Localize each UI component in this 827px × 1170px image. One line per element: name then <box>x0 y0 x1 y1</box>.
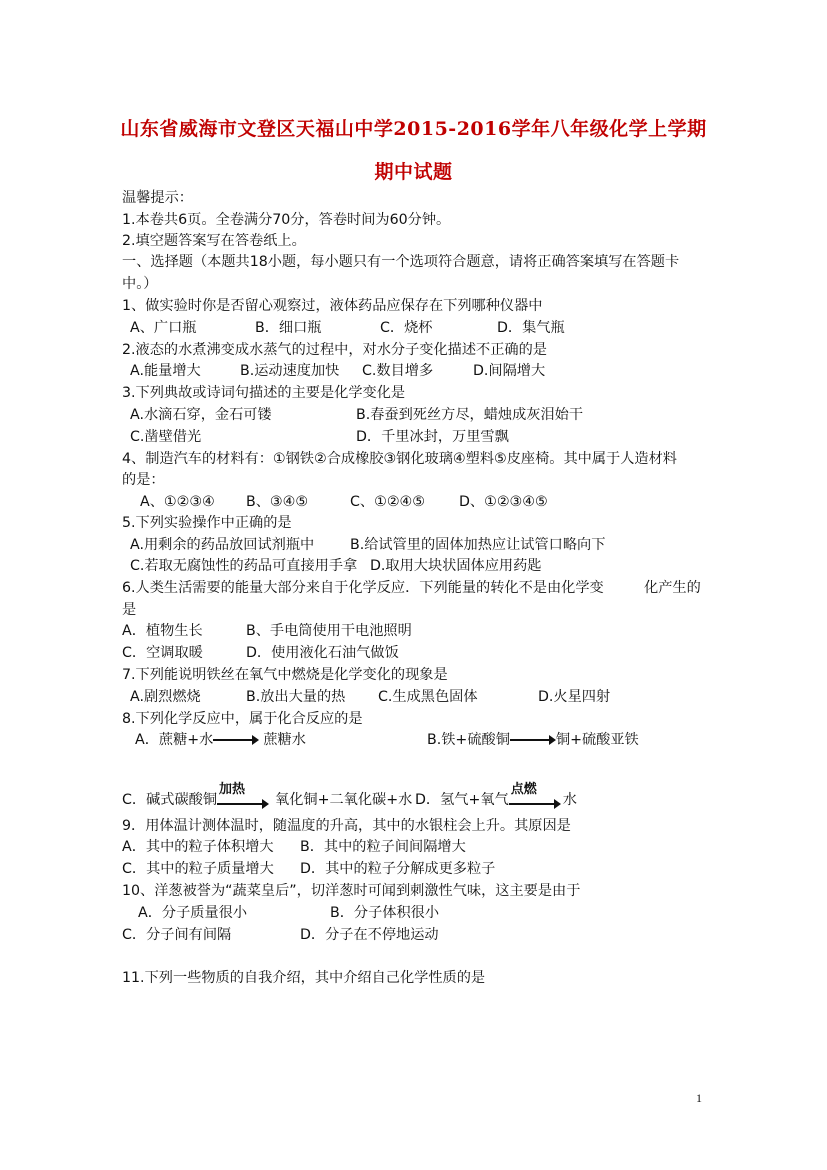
ignition-arrow-icon <box>509 782 561 810</box>
question-9-option-a: A．其中的粒子体积增大 <box>122 839 274 855</box>
question-3-option-d: D．千里冰封，万里雪飘 <box>356 429 509 445</box>
question-8-option-d <box>415 782 577 810</box>
question-8-option-a <box>135 730 306 750</box>
question-7-option-c: C.生成黑色固体 <box>378 689 478 705</box>
option-a-product: 蔗糖水 <box>263 732 306 748</box>
question-2-option-b: B.运动速度加快 <box>240 363 340 379</box>
question-8-option-c <box>122 782 413 810</box>
question-7-option-b: B.放出大量的热 <box>246 689 346 705</box>
question-9-stem: 9．用体温计测体温时，随温度的升高，其中的水银柱会上升。其原因是 <box>122 818 571 834</box>
question-7-option-a: A.剧烈燃烧 <box>130 689 201 705</box>
tip-1: 1.本卷共6页。全卷满分70分，答卷时间为60分钟。 <box>122 212 451 228</box>
question-9-option-d: D．其中的粒子分解成更多粒子 <box>300 861 496 877</box>
question-4-option-d: D、①②③④⑤ <box>459 494 548 510</box>
question-10-option-d: D．分子在不停地运动 <box>300 927 439 943</box>
condition-ignition: 点燃 <box>510 782 537 797</box>
question-3-stem: 3.下列典故或诗词句描述的主要是化学变化是 <box>122 385 406 401</box>
question-5-option-d: D.取用大块状固体应用药匙 <box>370 558 542 574</box>
question-1-stem: 1、做实验时你是否留心观察过，液体药品应保存在下列哪种仪器中 <box>122 298 543 314</box>
question-6-stem-cont: 是 <box>122 602 137 618</box>
question-10-stem: 10、洋葱被誉为“蔬菜皇后”，切洋葱时可闻到刺激性气味，这主要是由于 <box>122 883 581 899</box>
question-2-stem: 2.液态的水煮沸变成水蒸气的过程中，对水分子变化描述不正确的是 <box>122 342 547 358</box>
option-c-reactant: C．碱式碳酸铜 <box>122 792 218 808</box>
tip-2: 2.填空题答案写在答卷纸上。 <box>122 233 306 249</box>
question-9-option-b: B．其中的粒子间间隔增大 <box>300 839 466 855</box>
page-number: 1 <box>696 1091 702 1105</box>
question-5-stem: 5.下列实验操作中正确的是 <box>122 515 292 531</box>
question-11-stem: 11.下列一些物质的自我介绍，其中介绍自己化学性质的是 <box>122 970 486 986</box>
option-c-products: 氧化铜+二氧化碳+水 <box>275 792 413 808</box>
option-d-reactants: D．氢气+氧气 <box>415 792 509 808</box>
option-b-products: 铜+硫酸亚铁 <box>555 732 639 748</box>
question-8-stem: 8.下列化学反应中，属于化合反应的是 <box>122 711 363 727</box>
question-3-option-b: B.春蚕到死丝方尽，蜡烛成灰泪始干 <box>356 407 584 423</box>
condition-heating: 加热 <box>219 782 246 797</box>
question-10-option-b: B．分子体积很小 <box>330 905 440 921</box>
question-1-option-b: B．细口瓶 <box>255 320 322 336</box>
question-4-option-a: A、①②③④ <box>140 494 215 510</box>
question-7-stem: 7.下列能说明铁丝在氧气中燃烧是化学变化的现象是 <box>122 667 448 683</box>
question-6-stem-tail: 化产生的 <box>644 580 701 596</box>
reaction-arrow-icon <box>213 735 259 745</box>
option-a-reactants: A．蔗糖+水 <box>135 732 214 748</box>
question-5-option-c: C.若取无腐蚀性的药品可直接用手拿 <box>130 558 358 574</box>
question-6-option-a: A．植物生长 <box>122 623 203 639</box>
question-10-option-a: A．分子质量很小 <box>138 905 248 921</box>
question-1-option-d: D．集气瓶 <box>497 320 565 336</box>
question-2-option-a: A.能量增大 <box>130 363 201 379</box>
question-5-option-a: A.用剩余的药品放回试剂瓶中 <box>130 537 315 553</box>
question-1-option-c: C．烧杯 <box>380 320 433 336</box>
question-6-option-b: B、手电筒使用干电池照明 <box>246 623 412 639</box>
question-2-option-d: D.间隔增大 <box>473 363 546 379</box>
question-5-option-b: B.给试管里的固体加热应让试管口略向下 <box>350 537 606 553</box>
question-9-option-c: C．其中的粒子质量增大 <box>122 861 274 877</box>
tips-heading: 温馨提示： <box>122 190 193 206</box>
section-heading: 一、选择题（本题共18小题，每小题只有一个选项符合题意，请将正确答案填写在答题卡 <box>122 254 680 270</box>
heating-arrow-icon <box>217 782 269 810</box>
question-6-option-c: C．空调取暖 <box>122 645 203 661</box>
question-4-option-b: B、③④⑤ <box>246 494 309 510</box>
question-1-option-a: A、广口瓶 <box>130 320 197 336</box>
question-8-option-b <box>427 730 639 750</box>
option-b-reactants: B.铁+硫酸铜 <box>427 732 510 748</box>
page-title-line2: 期中试题 <box>374 161 453 183</box>
question-4-stem-cont: 的是： <box>122 472 165 488</box>
question-4-stem: 4、制造汽车的材料有：①钢铁②合成橡胶③钢化玻璃④塑料⑤皮座椅。其中属于人造材料 <box>122 451 677 467</box>
question-6-stem: 6.人类生活需要的能量大部分来自于化学反应．下列能量的转化不是由化学变 <box>122 580 604 596</box>
question-3-option-a: A.水滴石穿，金石可镂 <box>130 407 272 423</box>
section-heading-cont: 中。） <box>122 276 158 292</box>
question-6-option-d: D．使用液化石油气做饭 <box>246 645 399 661</box>
reaction-arrow-icon <box>510 735 556 745</box>
page-title: 山东省威海市文登区天福山中学2015-2016学年八年级化学上学期 <box>120 118 707 140</box>
question-2-option-c: C.数目增多 <box>362 363 434 379</box>
question-4-option-c: C、①②④⑤ <box>350 494 425 510</box>
question-10-option-c: C．分子间有间隔 <box>122 927 232 943</box>
option-d-product: 水 <box>562 792 577 808</box>
question-3-option-c: C.凿壁借光 <box>130 429 202 445</box>
question-7-option-d: D.火星四射 <box>538 689 611 705</box>
